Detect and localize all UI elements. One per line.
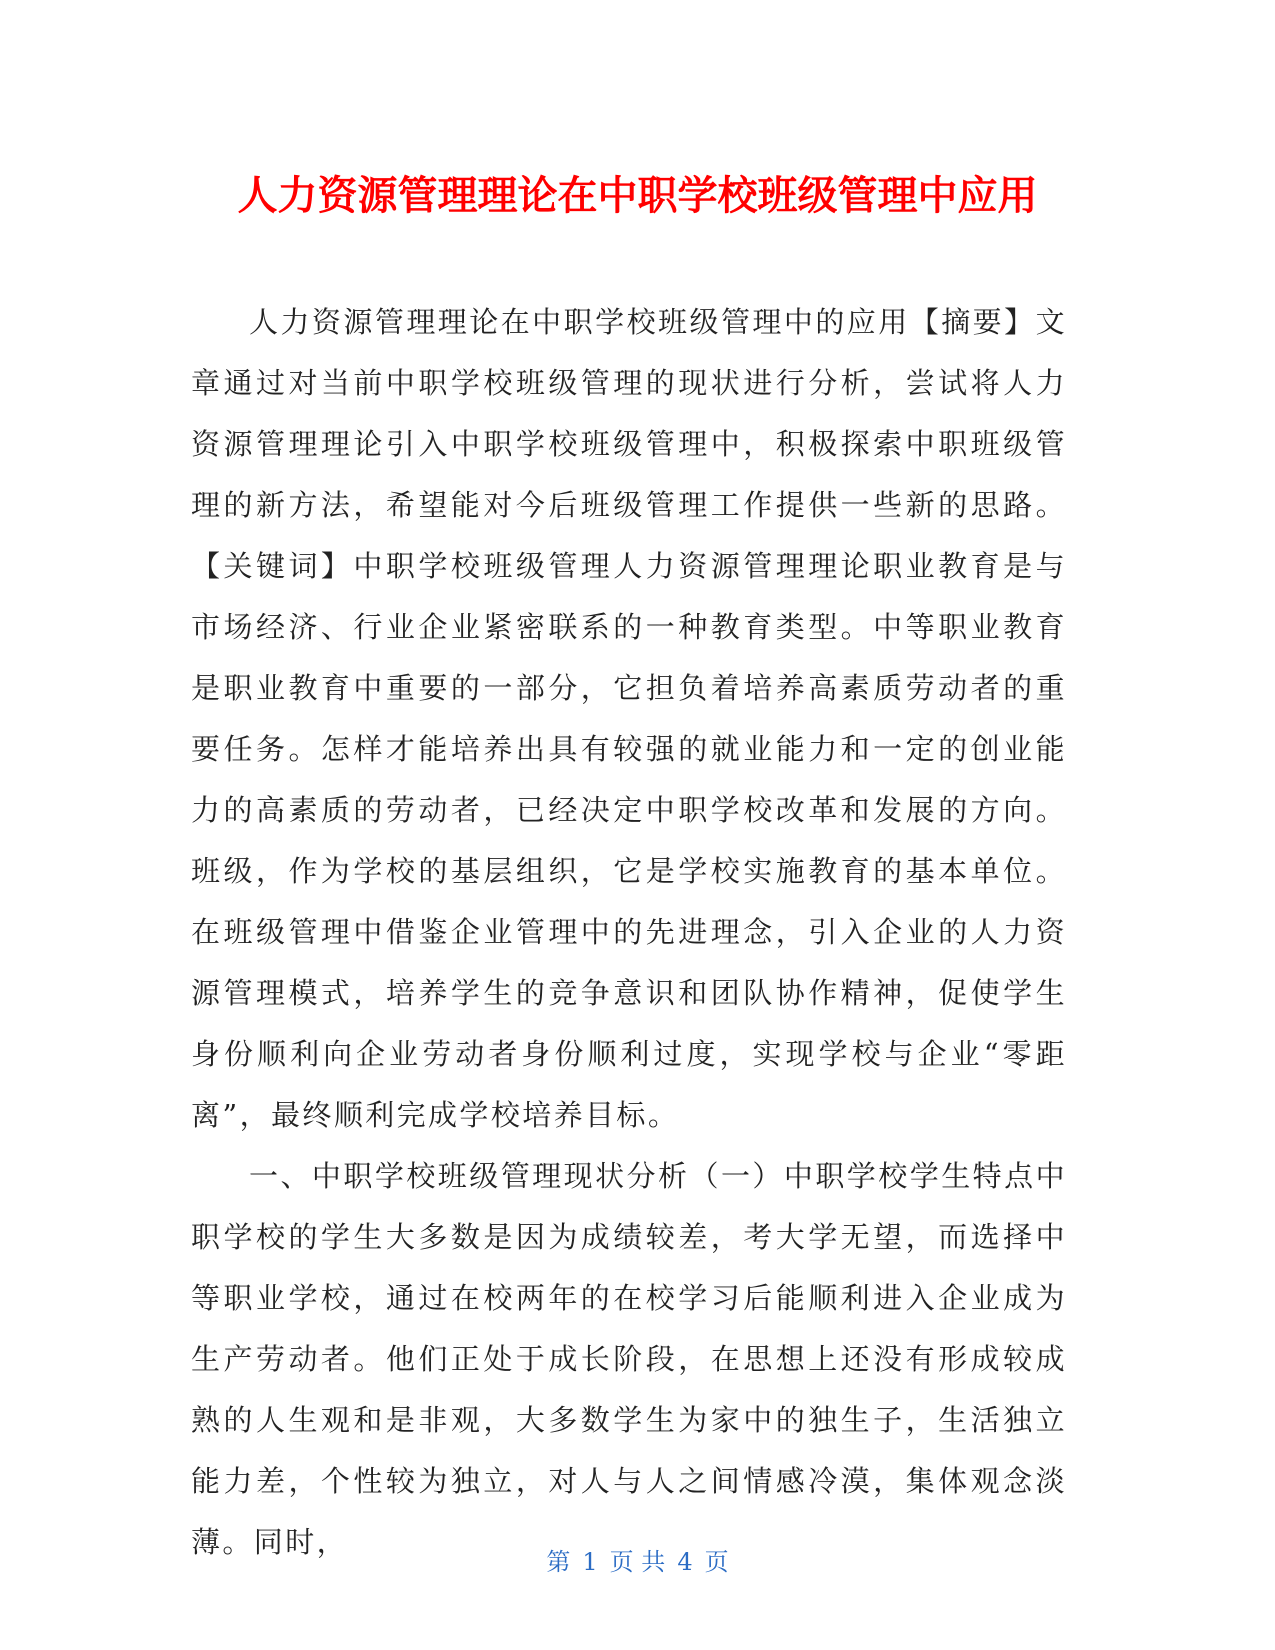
document-body xyxy=(191,292,1067,1573)
footer-page-number: 1 xyxy=(582,1548,598,1576)
paragraph-abstract: 人力资源管理理论在中职学校班级管理中的应用【摘要】文章通过对当前中职学校班级管理的现状进行分析，尝试将人力资源管理理论引入中职学校班级管理中，积极探索中职班级管理的新方法，希望能对今后班级管理工作提供一些新的思路。【关键词】中职学校班级管理人力资源管理理论职业教育是与市场经济、行业企业紧密联系的一种教育类型。中等职业教育是职业教育中重要的一部分，它担负着培养高素质劳动者的重要任务。怎样才能培养出具有较强的就业能力和一定的创业能力的高素质的劳动者，已经决定中职学校改革和发展的方向。班级，作为学校的基层组织，它是学校实施教育的基本单位。在班级管理中借鉴企业管理中的先进理念，引入企业的人力资源管理模式，培养学生的竞争意识和团队协作精神，促使学生身份顺利向企业劳动者身份顺利过度，实现学校与企业“零距离”，最终顺利完成学校培养目标。 xyxy=(191,305,1067,1132)
document-title: 人力资源管理理论在中职学校班级管理中应用 xyxy=(237,173,1038,219)
footer-total-pages: 4 xyxy=(677,1548,693,1576)
page-footer xyxy=(0,1546,1275,1578)
footer-suffix: 页 xyxy=(704,1548,729,1576)
footer-prefix: 第 xyxy=(546,1548,571,1576)
paragraph-section-one: 一、中职学校班级管理现状分析（一）中职学校学生特点中职学校的学生大多数是因为成绩较差，考大学无望，而选择中等职业学校，通过在校两年的在校学习后能顺利进入企业成为生产劳动者。他们正处于成长阶段，在思想上还没有形成较成熟的人生观和是非观，大多数学生为家中的独生子，生活独立能力差，个性较为独立，对人与人之间情感冷漠，集体观念淡薄。同时， xyxy=(191,1159,1067,1559)
footer-middle: 页 共 xyxy=(609,1548,666,1576)
